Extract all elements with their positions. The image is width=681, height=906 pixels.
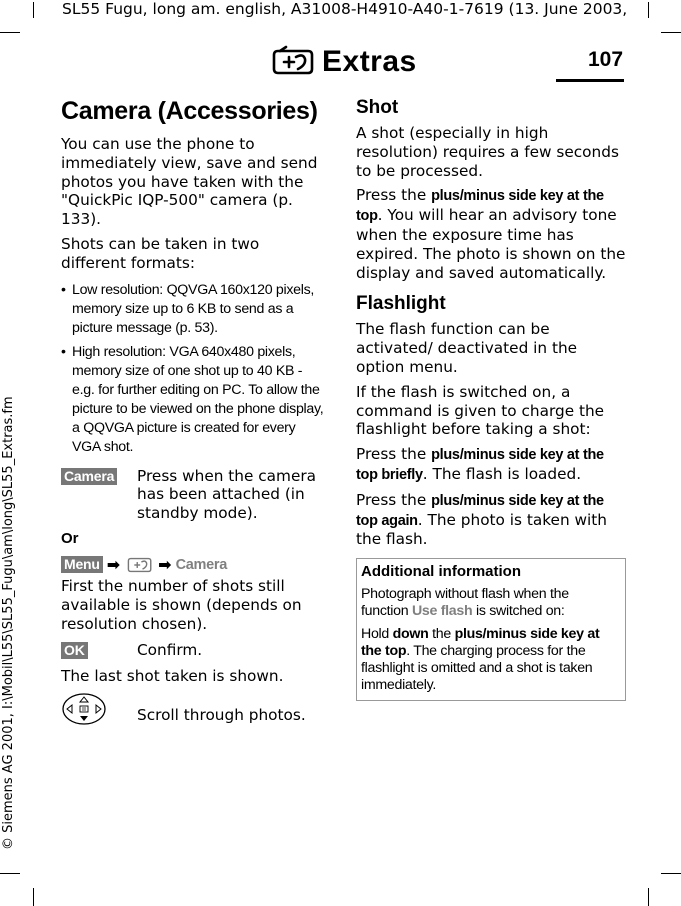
info-title: Additional information [361,563,521,581]
document-meta: SL55 Fugu, long am. english, A31008-H4910-A40-1-7619 (13. June 2003, [62,0,628,18]
crop-mark [0,873,20,874]
flash-paragraph-3: Press the plus/minus side key at the top briefly. The flash is loaded. [356,445,604,483]
crop-mark [0,32,20,33]
bullet: • [61,281,66,298]
extras-icon [124,555,154,575]
page-number: 107 [588,48,624,71]
scroll-row [61,692,326,731]
page-number-rule [556,79,624,82]
shots-info: First the number of shots still available is shown (depends on resolution chosen). [61,576,302,633]
ok-softkey: OK [61,642,88,659]
formats-intro: Shots can be taken in two different formats: [61,234,260,272]
shot-paragraph-2: Press the plus/minus side key at the top. You will hear an advisory tone when the exposure time has expired. The photo is shown on the display and saved automatically. [356,186,626,282]
info-paragraph-1: Photograph without flash when the function Use flash is switched on: [361,586,569,620]
bullet: • [61,343,66,360]
flashlight-heading: Flashlight [356,293,446,315]
arrow-right-icon: ➡ [106,555,121,575]
arrow-right-icon: ➡ [158,555,172,575]
intro-paragraph: You can use the phone to immediately view, save and send photos you have taken with the "QuickPic IQP-500" camera (p. 133). [61,135,318,229]
additional-info-box [356,558,626,701]
flash-paragraph-2: If the flash is switched on, a command is given to charge the flashlight before taking a shot: [356,382,605,439]
copyright-meta: © Siemens AG 2001, I:\Mobil\L55\SL55_Fugu\am\long\SL55_Extras.fm [1,396,16,850]
page-title: Extras [322,45,417,78]
info-paragraph-2: Hold down the plus/minus side key at the top. The charging process for the flashlight is omitted and a shot is taken immediately. [361,626,600,694]
shot-heading: Shot [356,97,399,118]
crop-mark [648,888,649,906]
format-list [61,281,326,457]
page-header [270,42,417,82]
ok-key-text: Confirm. [137,641,203,660]
left-column [61,96,326,738]
crop-mark [33,888,34,906]
flash-paragraph-1: The flash function can be activated/ deactivated in the option menu. [356,320,578,376]
list-item: • High resolution: VGA 640x480 pixels, memory size of one shot up to 40 KB - e.g. for further editing on PC. To allow the picture to be viewed on the phone display, a QQVGA picture is created for every VGA shot. [61,343,324,455]
menu-softkey: Menu [61,556,103,573]
navigation-key-icon [61,692,107,726]
path-target: Camera [175,556,227,573]
flash-paragraph-4: Press the plus/minus side key at the top again. The photo is taken with the flash. [356,490,607,549]
crop-mark [33,2,34,18]
shot-paragraph-1: A shot (especially in high resolution) requires a few seconds to be processed. [356,124,619,180]
ok-key-row [61,641,326,660]
right-column [356,96,626,701]
camera-softkey: Camera [61,468,117,485]
crop-mark [648,2,649,18]
list-item: • Low resolution: QQVGA 160x120 pixels, memory size up to 6 KB to send as a picture message (p. 53). [61,281,315,336]
extras-icon [270,45,314,79]
camera-key-text: Press when the camera has been attached (in standby mode). [137,466,317,523]
camera-key-row [61,467,326,523]
crop-mark [661,873,681,874]
scroll-text: Scroll through photos. [137,705,306,724]
or-label: Or [61,529,79,547]
section-heading: Camera (Accessories) [61,97,318,125]
menu-path [61,555,326,575]
crop-mark [661,32,681,33]
last-shot-text: The last shot taken is shown. [61,667,284,686]
